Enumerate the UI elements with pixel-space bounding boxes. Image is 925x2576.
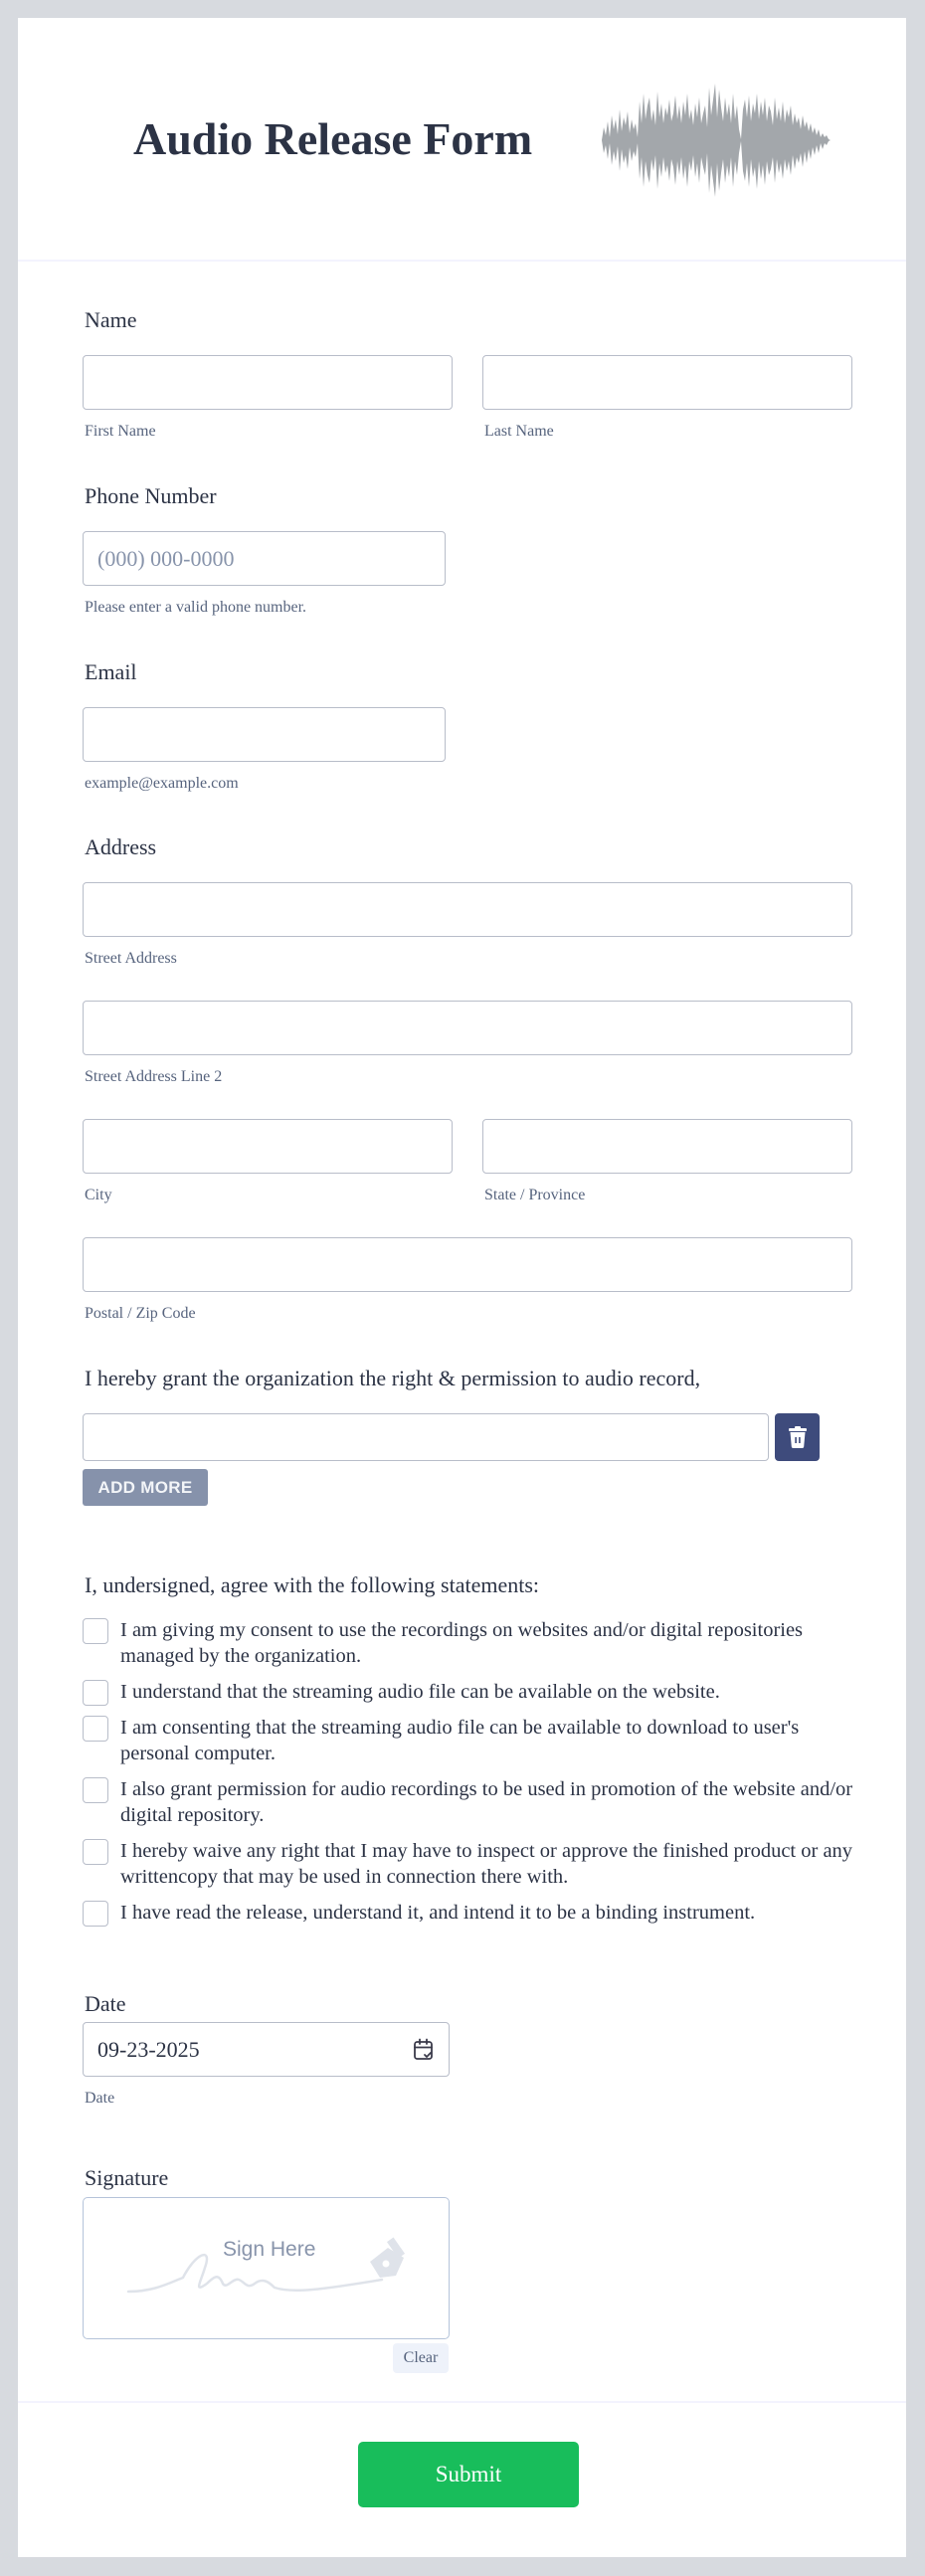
first-name-sublabel: First Name [85, 423, 156, 440]
statement-checkbox[interactable] [83, 1839, 108, 1865]
statement-text: I have read the release, understand it, and intend it to be a binding instrument. [120, 1902, 756, 1924]
signature-pad[interactable] [83, 2197, 450, 2339]
statement-item[interactable] [83, 1900, 868, 1927]
state-province-sublabel: State / Province [484, 1187, 586, 1203]
statements-label: I, undersigned, agree with the following statements: [85, 1572, 539, 1597]
statement-item[interactable] [83, 1776, 868, 1828]
email-input[interactable] [83, 707, 446, 762]
statement-checkbox[interactable] [83, 1680, 108, 1706]
statement-text: I hereby waive any right that I may have to inspect or approve the finished product or any writtencopy that may be used in connection there with. [120, 1840, 853, 1888]
statement-item[interactable] [83, 1679, 868, 1706]
form-card [18, 18, 906, 2557]
last-name-sublabel: Last Name [484, 423, 554, 440]
street-address-line2-sublabel: Street Address Line 2 [85, 1068, 223, 1085]
statement-checkbox[interactable] [83, 1777, 108, 1803]
grant-input[interactable] [83, 1413, 769, 1461]
statement-text: I also grant permission for audio recordings to be used in promotion of the website and/or digital repository. [120, 1778, 853, 1826]
street-address-line2-input[interactable] [83, 1001, 852, 1055]
phone-sublabel: Please enter a valid phone number. [85, 599, 307, 616]
statement-text: I understand that the streaming audio file can be available on the website. [120, 1681, 720, 1703]
statement-item[interactable] [83, 1617, 868, 1669]
statement-checkbox[interactable] [83, 1716, 108, 1742]
state-province-input[interactable] [482, 1119, 852, 1174]
street-address-sublabel: Street Address [85, 950, 177, 967]
delete-row-button[interactable] [775, 1413, 820, 1461]
statement-item[interactable] [83, 1838, 868, 1890]
postal-code-sublabel: Postal / Zip Code [85, 1305, 196, 1322]
street-address-input[interactable] [83, 882, 852, 937]
first-name-input[interactable] [83, 355, 453, 410]
audio-waveform-icon [602, 80, 831, 201]
city-input[interactable] [83, 1119, 453, 1174]
statement-checkbox[interactable] [83, 1901, 108, 1927]
clear-signature-button[interactable]: Clear [393, 2343, 449, 2373]
statement-checkbox[interactable] [83, 1618, 108, 1644]
email-sublabel: example@example.com [85, 775, 239, 792]
email-label: Email [85, 659, 137, 684]
date-input[interactable] [83, 2022, 450, 2077]
trash-icon [789, 1426, 807, 1448]
sign-here-placeholder: Sign Here [223, 2238, 316, 2261]
form-title: Audio Release Form [133, 113, 533, 164]
date-sublabel: Date [85, 2090, 115, 2107]
add-more-button[interactable]: ADD MORE [83, 1469, 208, 1506]
name-label: Name [85, 307, 137, 332]
phone-input[interactable] [83, 531, 446, 586]
phone-label: Phone Number [85, 483, 217, 508]
statement-text: I am giving my consent to use the recordings on websites and/or digital repositories managed by the organization. [120, 1619, 804, 1667]
address-label: Address [85, 834, 157, 859]
grant-label: I hereby grant the organization the right & permission to audio record, [85, 1366, 701, 1390]
statement-item[interactable] [83, 1715, 868, 1766]
last-name-input[interactable] [482, 355, 852, 410]
calendar-check-icon[interactable] [413, 2038, 435, 2062]
phone-placeholder: (000) 000-0000 [97, 545, 235, 571]
date-value: 09-23-2025 [97, 2036, 200, 2062]
form-header [18, 18, 906, 262]
city-sublabel: City [85, 1187, 112, 1203]
postal-code-input[interactable] [83, 1237, 852, 1292]
submit-button[interactable]: Submit [358, 2442, 579, 2507]
footer-divider [18, 2401, 906, 2403]
statement-text: I am consenting that the streaming audio file can be available to download to user's personal computer. [120, 1717, 800, 1764]
date-label: Date [85, 1991, 126, 2016]
signature-label: Signature [85, 2165, 169, 2190]
